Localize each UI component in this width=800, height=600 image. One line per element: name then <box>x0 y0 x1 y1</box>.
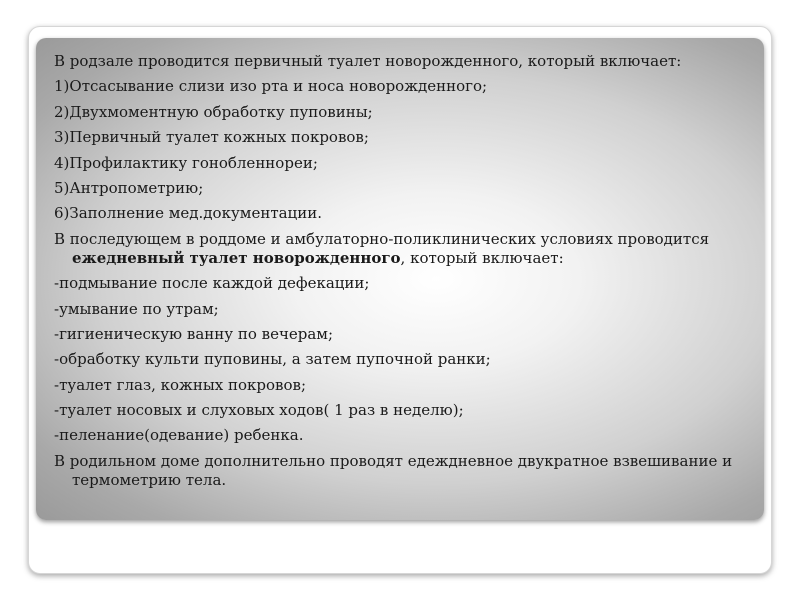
daily-step-6: -туалет носовых и слуховых ходов( 1 раз в неделю); <box>54 401 464 420</box>
intro-text: В родзале проводится первичный туалет новорожденного, который включает: <box>54 52 682 70</box>
daily-intro <box>54 230 748 268</box>
daily-step-1: -подмывание после каждой дефекации; <box>54 274 370 293</box>
daily-intro-after: , который включает: <box>400 248 564 267</box>
primary-step-6: 6)Заполнение мед.документации. <box>54 204 322 223</box>
daily-step-5: -туалет глаз, кожных покровов; <box>54 375 307 394</box>
daily-intro-before: В последующем в роддоме и амбулаторно-поликлинических условиях проводится <box>54 229 710 248</box>
primary-step-1: 1)Отсасывание слизи изо рта и носа новорожденного; <box>54 77 488 96</box>
primary-step-3: 3)Первичный туалет кожных покровов; <box>54 128 369 147</box>
daily-step-7: -пеленание(одевание) ребенка. <box>54 426 304 445</box>
primary-step-4: 4)Профилактику гонобленнореи; <box>54 153 318 172</box>
daily-step-2: -умывание по утрам; <box>54 299 219 318</box>
closing-text: В родильном доме дополнительно проводят едеждневное двукратное взвешивание и термометрию тела. <box>54 451 733 489</box>
daily-intro-bold: ежедневный туалет новорожденного <box>72 248 401 267</box>
daily-step-4: -обработку культи пуповины, а затем пупочной ранки; <box>54 350 491 369</box>
content-box <box>36 38 764 520</box>
daily-step-3: -гигиеническую ванну по вечерам; <box>54 324 334 343</box>
primary-step-5: 5)Антропометрию; <box>54 178 204 197</box>
primary-step-2: 2)Двухмоментную обработку пуповины; <box>54 102 373 121</box>
